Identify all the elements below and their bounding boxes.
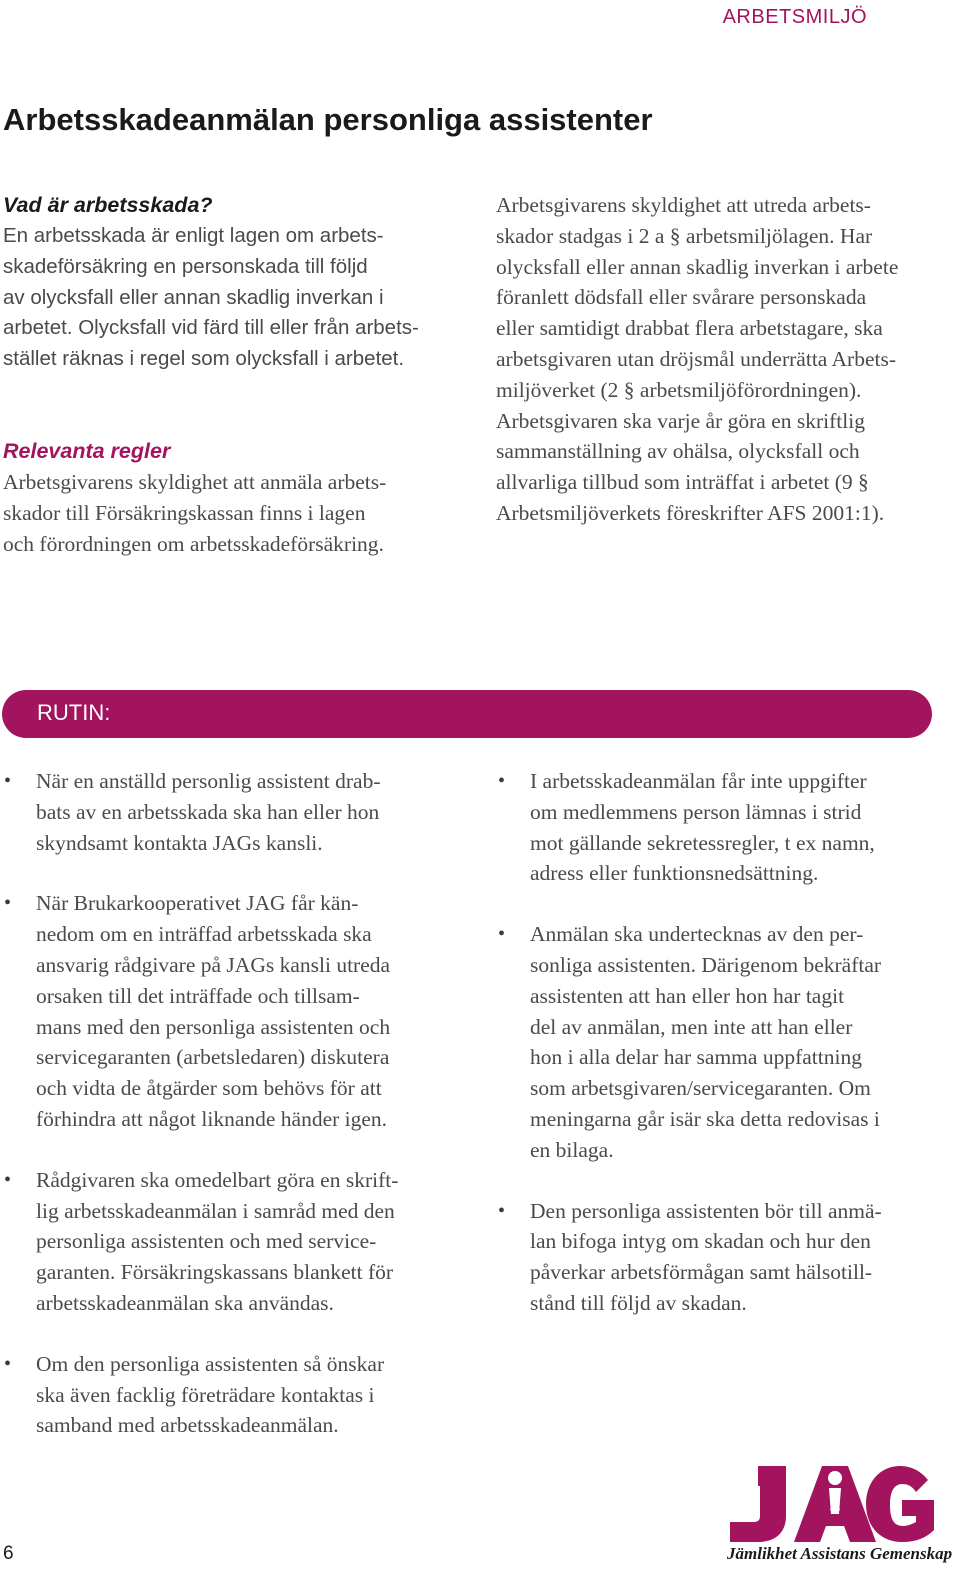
text-line: nedom om en inträffad arbetsskada ska bbox=[36, 922, 372, 947]
text-line: Arbetsgivarens skyldighet att anmäla arbets- bbox=[3, 469, 387, 494]
rutin-label: RUTIN: bbox=[37, 700, 111, 725]
text-line: Den personliga assistenten bör till anmä- bbox=[530, 1198, 882, 1223]
text-line: ska även facklig företrädare kontaktas i bbox=[36, 1382, 375, 1407]
bullet-icon: • bbox=[4, 1352, 12, 1375]
text-line: som arbetsgivaren/servicegaranten. Om bbox=[530, 1076, 871, 1101]
text-line: arbetsgivaren utan dröjsmål underrätta Arbets- bbox=[496, 346, 896, 371]
text-line: en bilaga. bbox=[530, 1137, 614, 1162]
text-line: mot gällande sekretessregler, t ex namn, bbox=[530, 830, 875, 855]
text-line: adress eller funktionsnedsättning. bbox=[530, 861, 819, 886]
text-line: mans med den personliga assistenten och bbox=[36, 1014, 391, 1039]
text-line: Arbetsgivaren ska varje år göra en skriftlig bbox=[496, 408, 865, 433]
text-line: servicegaranten (arbetsledaren) diskutera bbox=[36, 1045, 390, 1070]
text-line: lan bifoga intyg om skadan och hur den bbox=[530, 1229, 871, 1254]
text-line: Om den personliga assistenten så önskar bbox=[36, 1351, 385, 1376]
text-line: stället räknas i regel som olycksfall i arbetet. bbox=[3, 347, 405, 371]
text-line: När en anställd personlig assistent drab- bbox=[36, 769, 381, 793]
text-line: och vidta de åtgärder som behövs för att bbox=[36, 1076, 382, 1101]
page-number: 6 bbox=[3, 1543, 14, 1564]
text-line: arbetet. Olycksfall vid färd till eller från arbets- bbox=[3, 316, 419, 340]
bullet-icon: • bbox=[498, 923, 506, 946]
text-line: skador stadgas i 2 a § arbetsmiljölagen. Har bbox=[496, 223, 873, 248]
text-line: En arbetsskada är enligt lagen om arbets- bbox=[3, 224, 384, 247]
bullet-icon: • bbox=[4, 770, 12, 792]
text-line: påverkar arbetsförmågan samt hälsotill- bbox=[530, 1260, 873, 1285]
list-item bbox=[0, 888, 470, 1134]
logo-text: JAG bbox=[722, 1447, 752, 1464]
text-line: ansvarig rådgivare på JAGs kansli utreda bbox=[36, 952, 391, 977]
text-line: av olycksfall eller annan skadlig inverkan i bbox=[3, 285, 384, 309]
bullet-list-left bbox=[0, 766, 470, 1471]
text-line: föranlett dödsfall eller svårare personskada bbox=[496, 285, 867, 310]
text-line: olycksfall eller annan skadlig inverkan i arbete bbox=[496, 254, 899, 279]
text-line: Rådgivaren ska omedelbart göra en skrift- bbox=[36, 1167, 399, 1192]
bullet-icon: • bbox=[498, 770, 506, 792]
text-line: sammanställning av ohälsa, olycksfall och bbox=[496, 439, 860, 464]
text-line: meningarna går isär ska detta redovisas i bbox=[530, 1106, 880, 1131]
text-line: garanten. Försäkringskassans blankett för bbox=[36, 1260, 394, 1285]
list-item bbox=[0, 766, 470, 858]
text-line: bats av en arbetsskada ska han eller hon bbox=[36, 799, 380, 824]
section-label: ARBETSMILJÖ bbox=[722, 6, 867, 28]
paragraph-employer-duty bbox=[496, 190, 946, 529]
text-line: I arbetsskadeanmälan får inte uppgifter bbox=[530, 769, 867, 793]
paragraph-rules bbox=[3, 467, 453, 559]
left-column bbox=[3, 190, 453, 559]
page-title: Arbetsskadeanmälan personliga assistenter bbox=[3, 102, 653, 137]
text-line: sonliga assistenten. Därigenom bekräftar bbox=[530, 952, 882, 977]
text-line: stånd till följd av skadan. bbox=[530, 1290, 747, 1315]
text-line: miljöverket (2 § arbetsmiljöförordningen). bbox=[496, 377, 862, 402]
text-line: del av anmälan, men inte att han eller bbox=[530, 1014, 853, 1039]
text-line: Anmälan ska undertecknas av den per- bbox=[530, 922, 864, 947]
text-line: Arbetsmiljöverkets föreskrifter AFS 2001:1). bbox=[496, 500, 885, 525]
list-item bbox=[494, 919, 934, 1165]
text-line: om medlemmens person lämnas i strid bbox=[530, 799, 862, 824]
text-line: samband med arbetsskadeanmälan. bbox=[36, 1413, 339, 1438]
text-line: lig arbetsskadeanmälan i samråd med den bbox=[36, 1198, 395, 1223]
list-item bbox=[494, 766, 934, 889]
list-item bbox=[494, 1196, 934, 1319]
heading-vad-ar-arbetsskada: Vad är arbetsskada? bbox=[3, 193, 213, 217]
text-line: assistenten att han eller hon har tagit bbox=[530, 983, 845, 1008]
text-line: personliga assistenten och med service- bbox=[36, 1229, 377, 1254]
bullet-icon: • bbox=[4, 1168, 12, 1191]
text-line: När Brukarkooperativet JAG får kän- bbox=[36, 891, 359, 916]
text-line: arbetsskadeanmälan ska användas. bbox=[36, 1290, 334, 1315]
logo-caption: Jämlikhet Assistans Gemenskap bbox=[727, 1544, 953, 1563]
text-line: förhindra att något liknande händer igen. bbox=[36, 1106, 388, 1131]
list-item bbox=[0, 1349, 470, 1441]
bullet-icon: • bbox=[4, 892, 12, 915]
text-line: orsaken till det inträffade och tillsam- bbox=[36, 983, 360, 1008]
paragraph-definition bbox=[3, 221, 453, 375]
text-line: skadeförsäkring en personskada till följd bbox=[3, 254, 368, 278]
rutin-banner bbox=[2, 690, 932, 738]
text-line: skador till Försäkringskassan finns i lagen bbox=[3, 500, 366, 525]
right-column bbox=[496, 190, 946, 529]
text-line: allvarliga tillbud som inträffat i arbetet (9 § bbox=[496, 470, 869, 495]
heading-relevanta-regler: Relevanta regler bbox=[3, 438, 171, 463]
text-line: och förordningen om arbetsskadeförsäkring. bbox=[3, 531, 384, 556]
bullet-icon: • bbox=[498, 1199, 506, 1222]
text-line: Arbetsgivarens skyldighet att utreda arbets- bbox=[496, 193, 871, 217]
bullet-list-right bbox=[494, 766, 934, 1349]
text-line: eller samtidigt drabbat flera arbetstagare, ska bbox=[496, 316, 883, 341]
list-item bbox=[0, 1165, 470, 1319]
text-line: skyndsamt kontakta JAGs kansli. bbox=[36, 830, 323, 855]
text-line: hon i alla delar har samma uppfattning bbox=[530, 1045, 862, 1070]
